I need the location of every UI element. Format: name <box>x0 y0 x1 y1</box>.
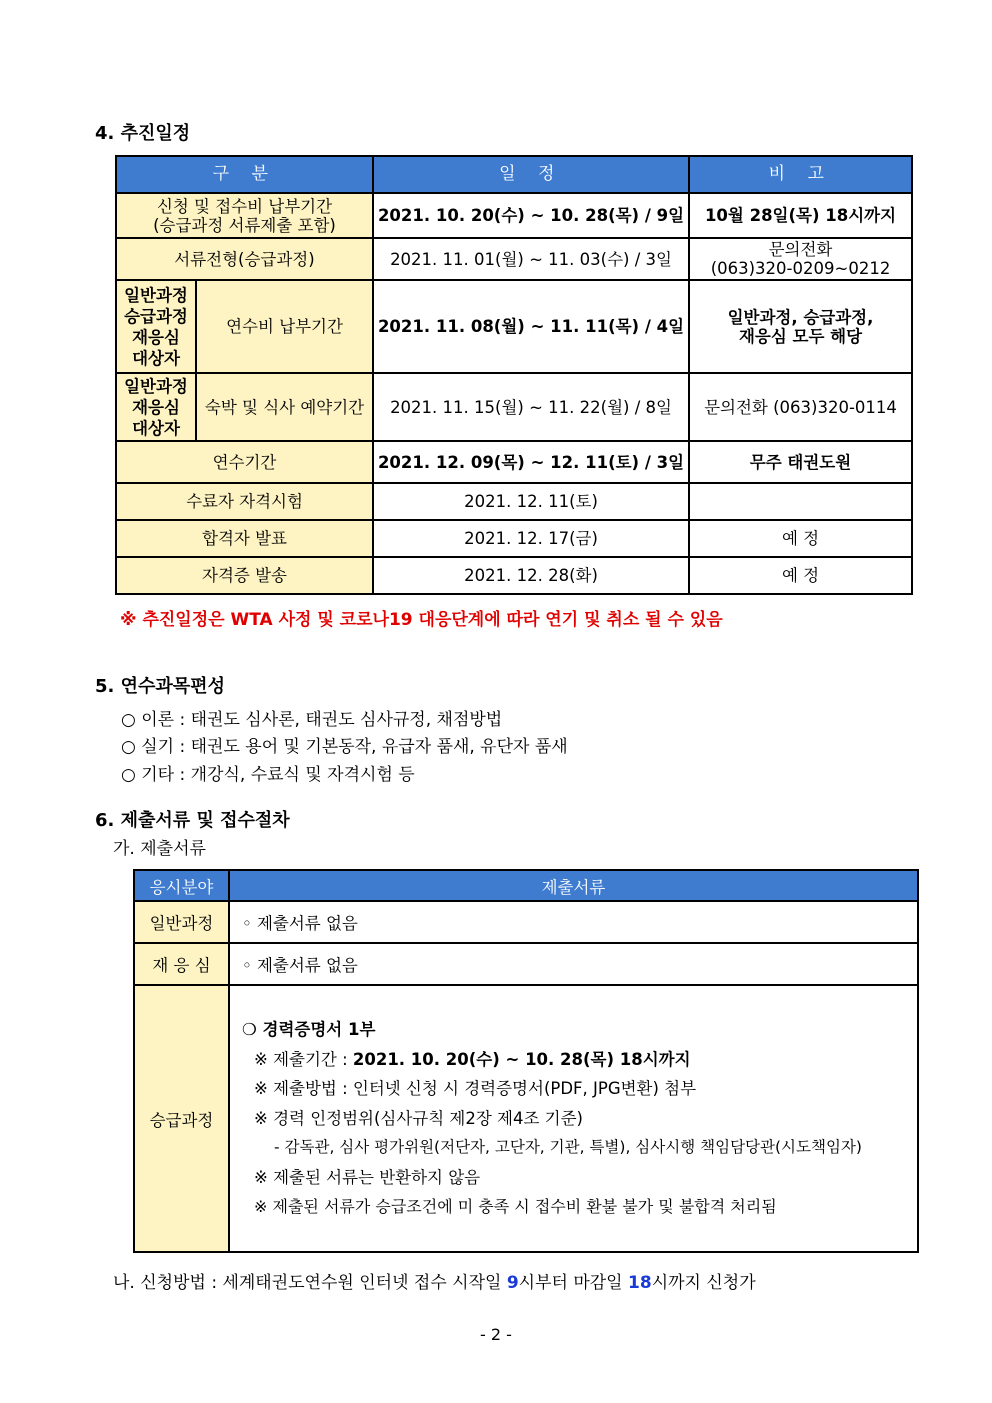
row-note: 예 정 <box>689 520 912 557</box>
row-note: 10월 28일(목) 18시까지 <box>689 193 912 238</box>
docs-general: ◦ 제출서류 없음 <box>229 901 918 943</box>
field-general: 일반과정 <box>134 901 229 943</box>
subsection-documents: 가. 제출서류 <box>113 839 206 859</box>
row-note <box>689 483 912 520</box>
table-row <box>134 943 918 985</box>
documents-header-row <box>134 870 918 901</box>
table-row <box>116 238 912 280</box>
docs-retake: ◦ 제출서류 없음 <box>229 943 918 985</box>
list-item: ○ 기타 : 개강식, 수료식 및 자격시험 등 <box>121 765 415 785</box>
row-note: 문의전화 (063)320-0209~0212 <box>689 238 912 280</box>
row-label: 연수비 납부기간 <box>196 280 373 373</box>
schedule-table <box>115 155 913 595</box>
row-schedule: 2021. 11. 15(월) ~ 11. 22(월) / 8일 <box>373 373 689 441</box>
table-row <box>116 483 912 520</box>
row-schedule: 2021. 12. 28(화) <box>373 557 689 594</box>
row-label: 수료자 자격시험 <box>116 483 373 520</box>
row-label: 신청 및 접수비 납부기간 (승급과정 서류제출 포함) <box>116 193 373 238</box>
row-note: 일반과정, 승급과정, 재응심 모두 해당 <box>689 280 912 373</box>
promo-refund: ※ 제출된 서류가 승급조건에 미 충족 시 접수비 환불 불가 및 불합격 처리됨 <box>254 1197 777 1217</box>
row-note: 예 정 <box>689 557 912 594</box>
list-item: ○ 이론 : 태권도 심사론, 태권도 심사규정, 채점방법 <box>121 710 503 730</box>
row-schedule: 2021. 11. 01(월) ~ 11. 03(수) / 3일 <box>373 238 689 280</box>
table-row <box>116 373 912 441</box>
header-schedule: 일 정 <box>373 156 689 193</box>
documents-table <box>133 869 919 1253</box>
row-label: 합격자 발표 <box>116 520 373 557</box>
row-target: 일반과정 재응심 대상자 <box>116 373 196 441</box>
header-field: 응시분야 <box>134 870 229 901</box>
promo-scope: ※ 경력 인정범위(심사규칙 제2장 제4조 기준) <box>254 1108 583 1128</box>
row-label: 숙박 및 식사 예약기간 <box>196 373 373 441</box>
table-row <box>134 901 918 943</box>
header-category: 구 분 <box>116 156 373 193</box>
section6-title: 6. 제출서류 및 접수절차 <box>95 810 290 831</box>
row-label: 연수기간 <box>116 441 373 483</box>
row-schedule: 2021. 10. 20(수) ~ 10. 28(목) / 9일 <box>373 193 689 238</box>
docs-promotion <box>229 985 918 1252</box>
section4-title: 4. 추진일정 <box>95 123 191 144</box>
header-docs: 제출서류 <box>229 870 918 901</box>
table-row <box>116 441 912 483</box>
row-label: 자격증 발송 <box>116 557 373 594</box>
promo-title: ❍ 경력증명서 1부 <box>242 1020 376 1040</box>
row-note: 무주 태권도원 <box>689 441 912 483</box>
table-row <box>116 557 912 594</box>
promo-no-return: ※ 제출된 서류는 반환하지 않음 <box>254 1167 481 1187</box>
table-row <box>116 280 912 373</box>
promo-scope-detail: - 감독관, 심사 평가위원(저단자, 고단자, 기관, 특별), 심사시행 책임담당관(시도책임자) <box>274 1138 862 1157</box>
list-item: ○ 실기 : 태권도 용어 및 기본동작, 유급자 품새, 유단자 품새 <box>121 737 568 757</box>
field-retake: 재 응 심 <box>134 943 229 985</box>
row-schedule: 2021. 12. 17(금) <box>373 520 689 557</box>
schedule-header-row <box>116 156 912 193</box>
subsection-application-method: 나. 신청방법 : 세계태권도연수원 인터넷 접수 시작일 9시부터 마감일 18시까지 신청가 <box>113 1273 756 1293</box>
promo-method: ※ 제출방법 : 인터넷 신청 시 경력증명서(PDF, JPG변환) 첨부 <box>254 1079 697 1099</box>
row-schedule: 2021. 12. 09(목) ~ 12. 11(토) / 3일 <box>373 441 689 483</box>
table-row <box>134 985 918 1252</box>
row-target: 일반과정 승급과정 재응심 대상자 <box>116 280 196 373</box>
table-row <box>116 520 912 557</box>
section5-title: 5. 연수과목편성 <box>95 676 225 697</box>
field-promotion: 승급과정 <box>134 985 229 1252</box>
promo-period: ※ 제출기간 : 2021. 10. 20(수) ~ 10. 28(목) 18시까지 <box>254 1049 691 1069</box>
row-label: 서류전형(승급과정) <box>116 238 373 280</box>
row-schedule: 2021. 12. 11(토) <box>373 483 689 520</box>
row-schedule: 2021. 11. 08(월) ~ 11. 11(목) / 4일 <box>373 280 689 373</box>
schedule-warning: ※ 추진일정은 WTA 사정 및 코로나19 대응단계에 따라 연기 및 취소 될 수 있음 <box>120 610 723 630</box>
page-number: - 2 - <box>480 1325 512 1344</box>
row-note: 문의전화 (063)320-0114 <box>689 373 912 441</box>
table-row <box>116 193 912 238</box>
header-note: 비 고 <box>689 156 912 193</box>
